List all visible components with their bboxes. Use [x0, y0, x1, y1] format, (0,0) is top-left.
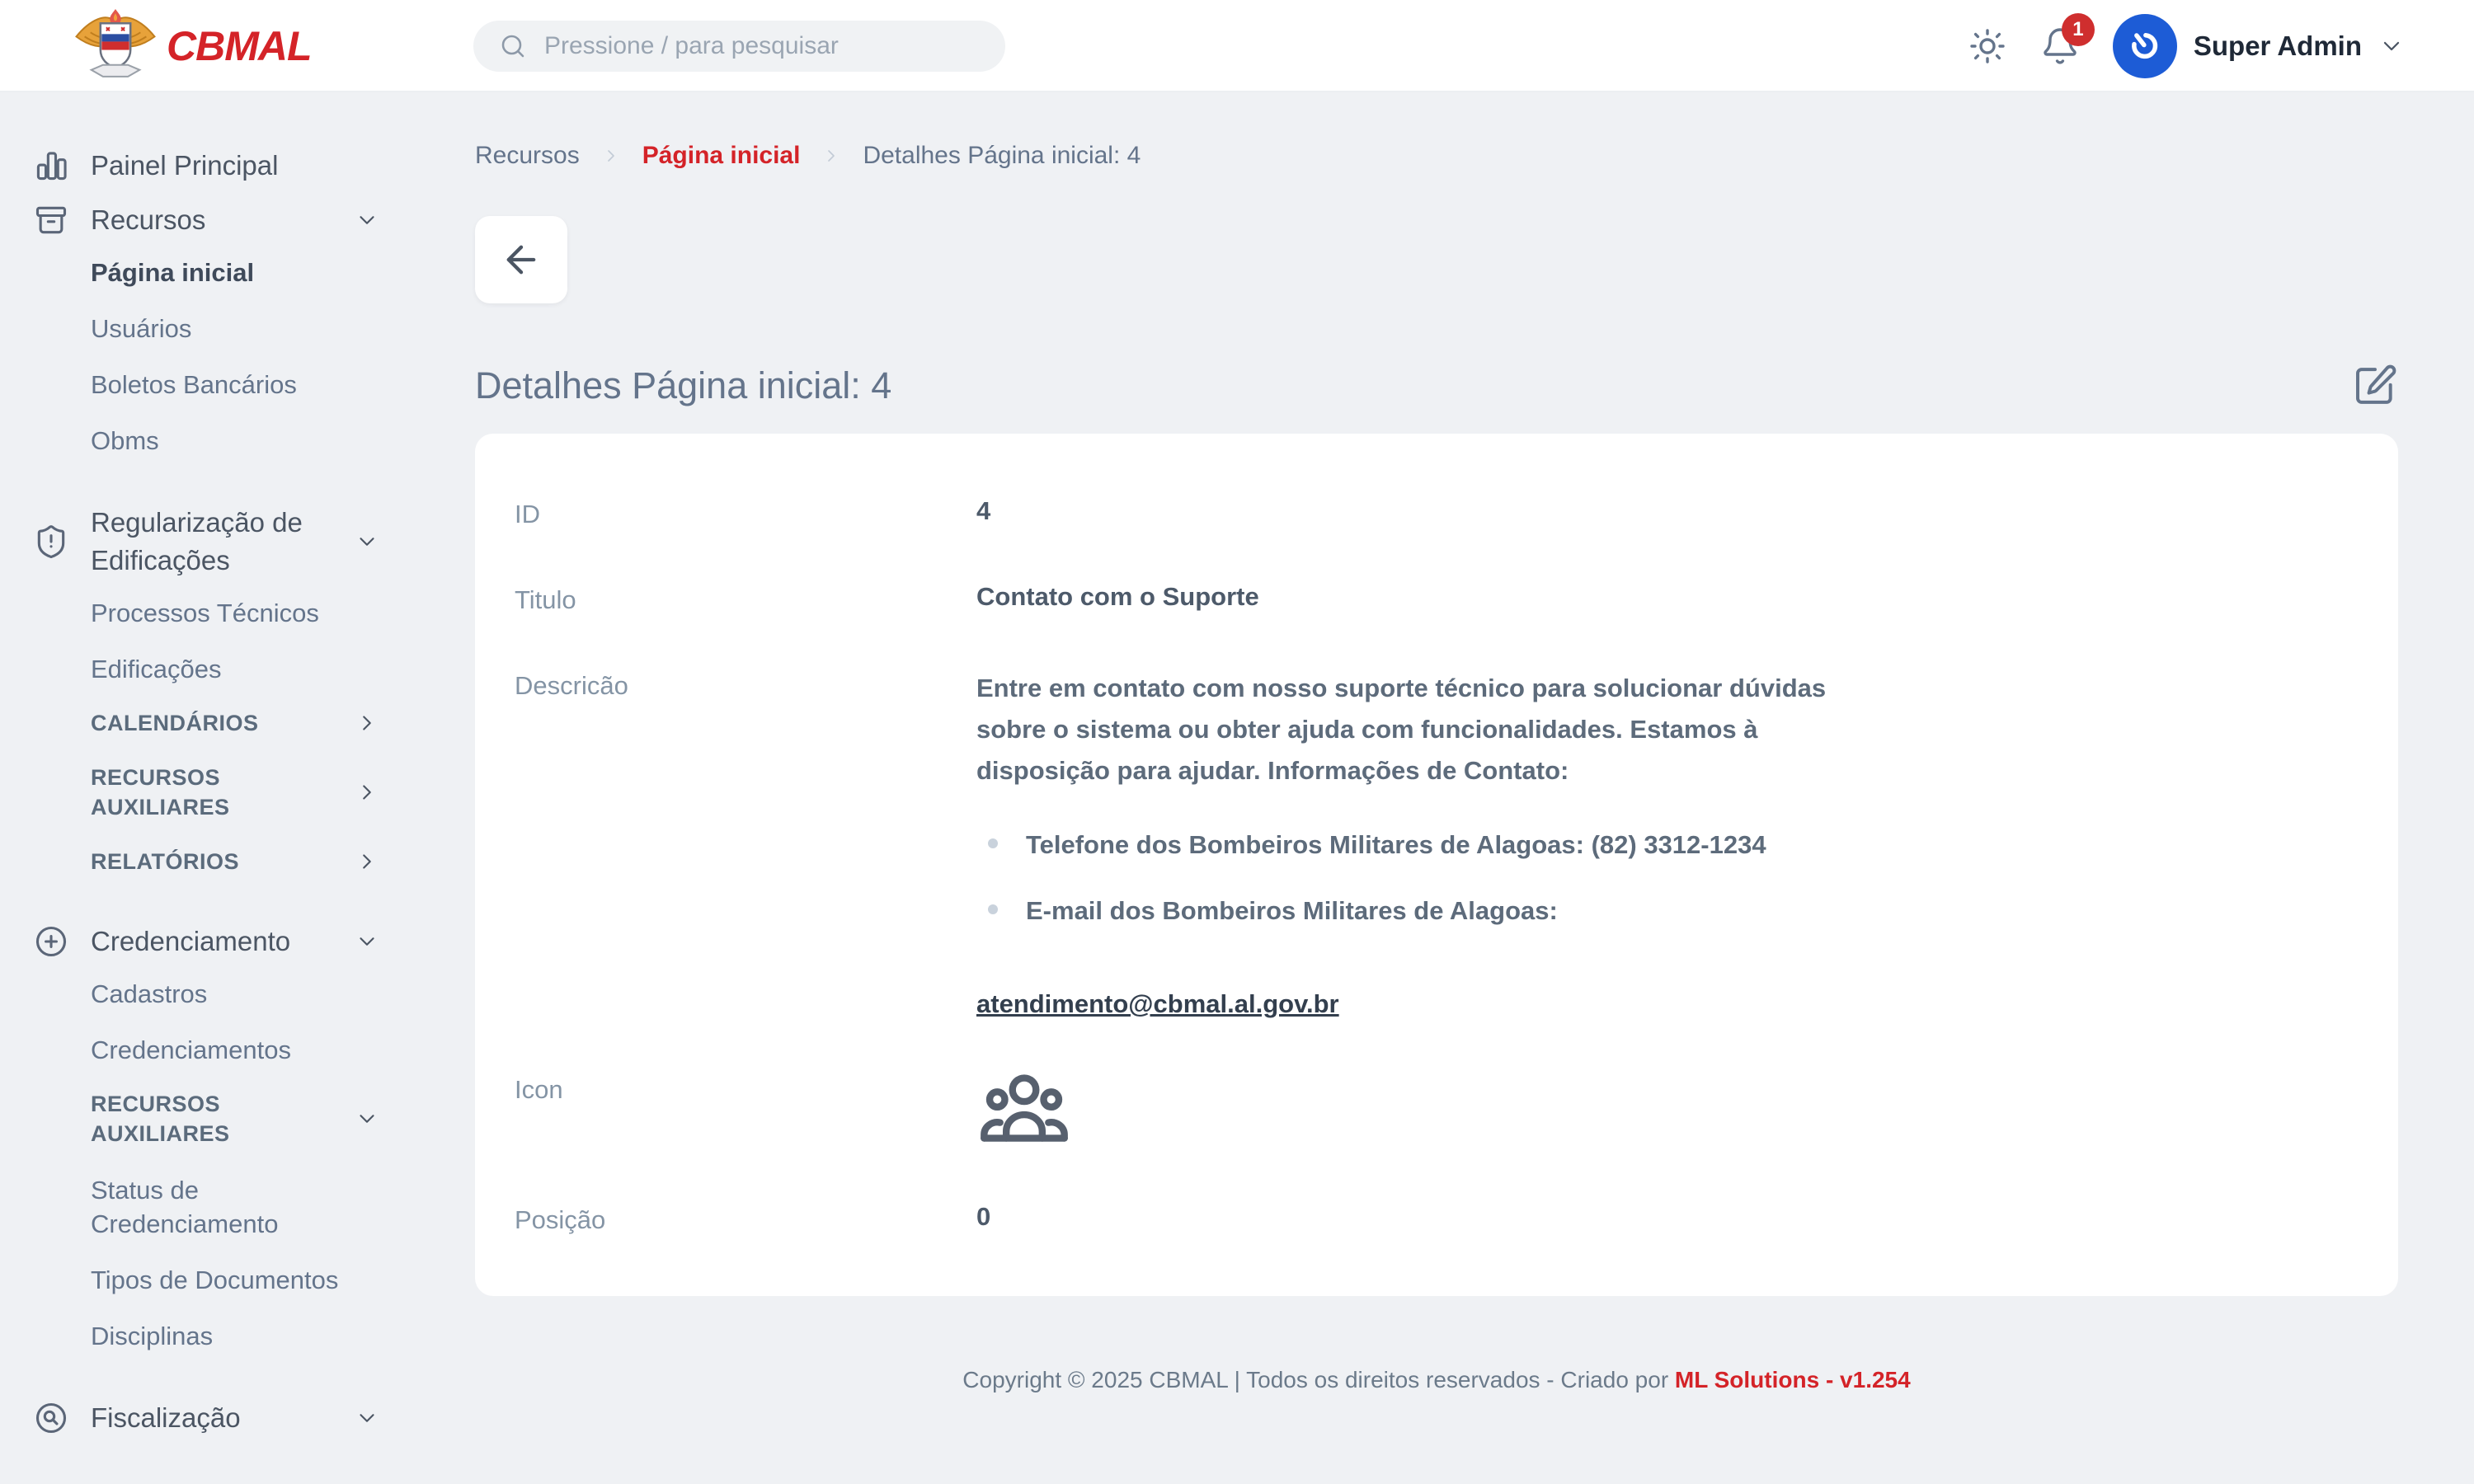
- field-label: ID: [515, 500, 540, 528]
- description-bullets: [976, 824, 2359, 932]
- breadcrumb-item[interactable]: Recursos: [475, 142, 580, 169]
- sidebar-item-regularizacao-de-edificacoes[interactable]: [33, 504, 379, 580]
- arrow-left-icon: [500, 238, 543, 281]
- users-group-icon: [976, 1072, 2359, 1149]
- chevron-down-icon: [355, 529, 379, 554]
- sidebar-item-label: CALENDÁRIOS: [91, 711, 259, 735]
- sidebar-item-label: Credenciamentos: [91, 1036, 291, 1064]
- description-bullet-item: E-mail dos Bombeiros Militares de Alagoas:: [976, 890, 2359, 932]
- sun-icon: [1968, 26, 2007, 66]
- sidebar-item-disciplinas[interactable]: [91, 1319, 379, 1353]
- sidebar-item-label: Disciplinas: [91, 1322, 214, 1350]
- sidebar-item-label: Obms: [91, 426, 159, 455]
- field-value: Contato com o Suporte: [976, 582, 1259, 611]
- sidebar-item-label: Status de Credenciamento: [91, 1176, 279, 1238]
- global-search: [473, 21, 1005, 72]
- sidebar-item-edificacoes[interactable]: [91, 652, 379, 686]
- sidebar-item-fiscalizacao[interactable]: [33, 1399, 379, 1437]
- footer: [475, 1367, 2398, 1393]
- field-row-descricao: [515, 641, 2359, 1045]
- sidebar-item-relatorios[interactable]: [91, 847, 379, 876]
- shield-alert-icon: [33, 524, 69, 560]
- sidebar-item-calendarios[interactable]: [91, 708, 379, 738]
- avatar: [2113, 14, 2177, 78]
- description-paragraph: Entre em contato com nosso suporte técnico para solucionar dúvidas sobre o sistema ou obter ajuda com funcionalidades. Estamos à disposição para ajudar. Informações de Contato:: [976, 674, 1827, 785]
- plus-circle-icon: [33, 923, 69, 960]
- bullet-dot: [988, 904, 998, 914]
- sidebar-item-label: Processos Técnicos: [91, 599, 319, 627]
- sidebar-item-label: Painel Principal: [91, 150, 279, 181]
- field-row-id: [515, 470, 2359, 556]
- logo-text: CBMAL: [167, 23, 312, 69]
- chevron-down-icon: [355, 208, 379, 232]
- sidebar: [0, 92, 396, 1484]
- chevron-right-icon: [355, 780, 379, 805]
- sidebar-item-status-de-credenciamento[interactable]: [91, 1173, 379, 1241]
- search-icon: [498, 31, 528, 61]
- field-label: Titulo: [515, 585, 576, 614]
- chevron-right-icon: [355, 711, 379, 735]
- sidebar-item-recursos[interactable]: [33, 201, 379, 239]
- sidebar-item-tipos-de-documentos[interactable]: [91, 1263, 379, 1297]
- back-button[interactable]: [475, 216, 567, 303]
- field-row-icon: [515, 1045, 2359, 1176]
- theme-toggle-button[interactable]: [1968, 26, 2007, 66]
- field-label: Posição: [515, 1205, 606, 1234]
- description-bullet-item: Telefone dos Bombeiros Militares de Alagoas: (82) 3312-1234: [976, 824, 2359, 866]
- sidebar-item-painel-principal[interactable]: [33, 147, 379, 185]
- sidebar-item-processos-tecnicos[interactable]: [91, 596, 379, 630]
- breadcrumb: [475, 142, 2398, 170]
- sidebar-item-label: Edificações: [91, 655, 222, 683]
- edit-button[interactable]: [2352, 363, 2398, 409]
- sidebar-item-label: Página inicial: [91, 258, 255, 287]
- user-name: Super Admin: [2193, 31, 2362, 61]
- power-logo-icon: [2127, 28, 2163, 64]
- sidebar-item-recursos-auxiliares-credenciamento[interactable]: [91, 1089, 379, 1148]
- sidebar-item-label: Usuários: [91, 314, 192, 343]
- sidebar-item-label: Regularização de Edificações: [91, 507, 303, 575]
- sidebar-item-credenciamentos[interactable]: [91, 1033, 379, 1067]
- sidebar-item-label: Recursos: [91, 204, 206, 235]
- field-label: Icon: [515, 1075, 563, 1104]
- sidebar-item-credenciamento[interactable]: [33, 923, 379, 960]
- field-value: [976, 668, 2359, 1019]
- chart-bars-icon: [33, 148, 69, 184]
- breadcrumb-item: Detalhes Página inicial: 4: [863, 142, 1141, 169]
- notifications-button[interactable]: [2040, 18, 2084, 66]
- sidebar-item-label: RECURSOS AUXILIARES: [91, 765, 230, 819]
- edit-pencil-icon: [2352, 363, 2398, 409]
- chevron-right-icon: [355, 849, 379, 874]
- page-title: Detalhes Página inicial: 4: [475, 364, 892, 406]
- details-card: [475, 434, 2398, 1296]
- sidebar-item-label: Credenciamento: [91, 926, 291, 956]
- sidebar-item-usuarios[interactable]: [91, 312, 379, 345]
- archive-icon: [33, 202, 69, 238]
- field-row-posicao: [515, 1176, 2359, 1261]
- footer-brand-link[interactable]: ML Solutions - v1.254: [1674, 1367, 1911, 1392]
- sidebar-item-label: Boletos Bancários: [91, 370, 297, 399]
- sidebar-item-label: Cadastros: [91, 979, 208, 1008]
- sidebar-item-pagina-inicial[interactable]: [91, 256, 379, 289]
- chevron-down-icon: [355, 1106, 379, 1131]
- footer-text: Copyright © 2025 CBMAL | Todos os direitos reservados - Criado por: [962, 1367, 1675, 1392]
- chevron-down-icon: [2378, 33, 2405, 59]
- sidebar-item-cadastros[interactable]: [91, 977, 379, 1011]
- main-content: [396, 92, 2474, 1484]
- sidebar-item-recursos-auxiliares[interactable]: [91, 763, 379, 822]
- header: [0, 0, 2474, 92]
- search-input[interactable]: [544, 32, 981, 60]
- app-logo[interactable]: [69, 7, 312, 86]
- field-value: 4: [976, 496, 991, 525]
- support-email-link[interactable]: atendimento@cbmal.al.gov.br: [976, 989, 1339, 1018]
- sidebar-item-label: Fiscalização: [91, 1402, 241, 1433]
- breadcrumb-separator-icon: [601, 146, 621, 166]
- breadcrumb-separator-icon: [821, 146, 841, 166]
- bullet-dot: [988, 838, 998, 848]
- sidebar-item-obms[interactable]: [91, 424, 379, 458]
- field-label: Descricão: [515, 671, 628, 700]
- chevron-down-icon: [355, 929, 379, 954]
- breadcrumb-item[interactable]: Página inicial: [642, 142, 801, 169]
- header-actions: [1968, 0, 2405, 92]
- field-value: 0: [976, 1202, 991, 1231]
- sidebar-item-boletos-bancarios[interactable]: [91, 368, 379, 402]
- search-circle-icon: [33, 1400, 69, 1436]
- field-row-titulo: [515, 556, 2359, 641]
- sidebar-item-label: RECURSOS AUXILIARES: [91, 1092, 230, 1146]
- sidebar-item-label: Tipos de Documentos: [91, 1266, 339, 1294]
- user-menu[interactable]: [2113, 14, 2405, 78]
- chevron-down-icon: [355, 1406, 379, 1430]
- cbmal-crest-icon: [69, 7, 162, 86]
- notification-badge: 1: [2062, 13, 2095, 46]
- sidebar-item-label: RELATÓRIOS: [91, 849, 239, 874]
